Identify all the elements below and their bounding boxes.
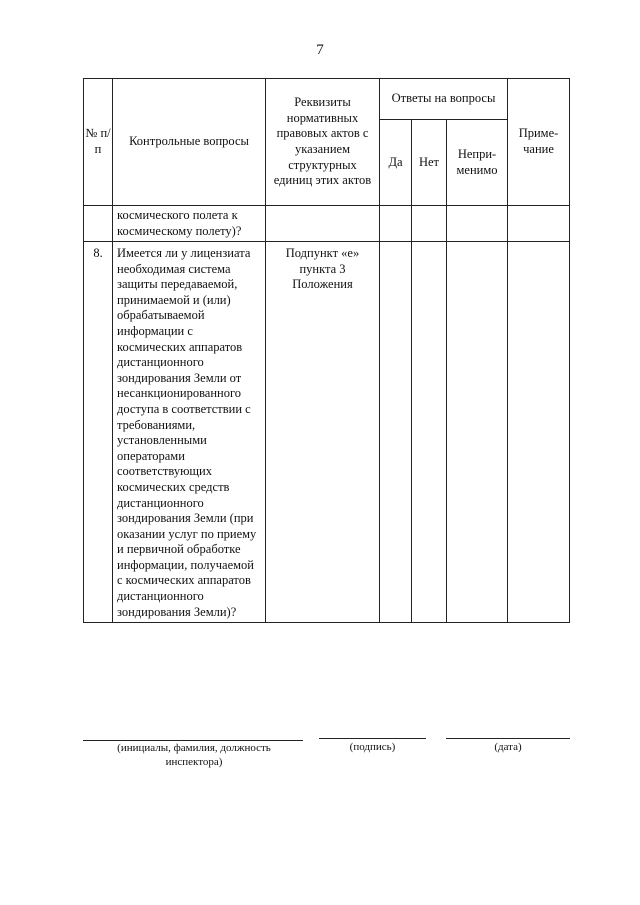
not-applicable-cell bbox=[447, 206, 508, 242]
checklist-table bbox=[83, 78, 570, 623]
question-cell: космического полета к космическому полету)? bbox=[113, 206, 266, 242]
yes-cell bbox=[380, 206, 412, 242]
yes-cell bbox=[380, 242, 412, 623]
note-cell bbox=[508, 242, 570, 623]
signature-label: (подпись) bbox=[349, 741, 396, 753]
header-note: Приме-чание bbox=[508, 79, 570, 206]
date-label: (дата) bbox=[494, 741, 522, 753]
no-cell bbox=[412, 242, 447, 623]
header-yes: Да bbox=[380, 120, 412, 206]
requisites-cell bbox=[266, 206, 380, 242]
table-row bbox=[84, 242, 570, 623]
signature-line bbox=[319, 738, 426, 739]
header-answers: Ответы на вопросы bbox=[380, 79, 508, 120]
note-cell bbox=[508, 206, 570, 242]
question-cell: Имеется ли у лицензиата необходимая система защиты передаваемой, принимаемой и (или) обрабатываемой информации с космических аппаратов дистанционного зондирования Земли от несанкционированного доступа в соответствии с требованиями, установленными операторами соответствующих космических средств дистанционного зондирования Земли (при оказании услуг по приему и первичной обработке информации, получаемой с космических аппаратов дистанционного зондирования Земли)? bbox=[113, 242, 266, 623]
row-num-cell bbox=[84, 206, 113, 242]
no-cell bbox=[412, 206, 447, 242]
header-requisites: Реквизиты нормативных правовых актов с указанием структурных единиц этих актов bbox=[266, 79, 380, 206]
header-question: Контрольные вопросы bbox=[113, 79, 266, 206]
header-not-applicable: Непри-менимо bbox=[447, 120, 508, 206]
header-no: Нет bbox=[412, 120, 447, 206]
page-number: 7 bbox=[316, 42, 324, 58]
not-applicable-cell bbox=[447, 242, 508, 623]
header-num: № п/п bbox=[84, 79, 113, 206]
requisites-cell: Подпункт «е» пункта 3 Положения bbox=[266, 242, 380, 623]
date-line bbox=[446, 738, 570, 739]
initials-label: (инициалы, фамилия, должность инспектора) bbox=[117, 742, 271, 768]
table-row bbox=[84, 206, 570, 242]
row-num-cell: 8. bbox=[84, 242, 113, 623]
